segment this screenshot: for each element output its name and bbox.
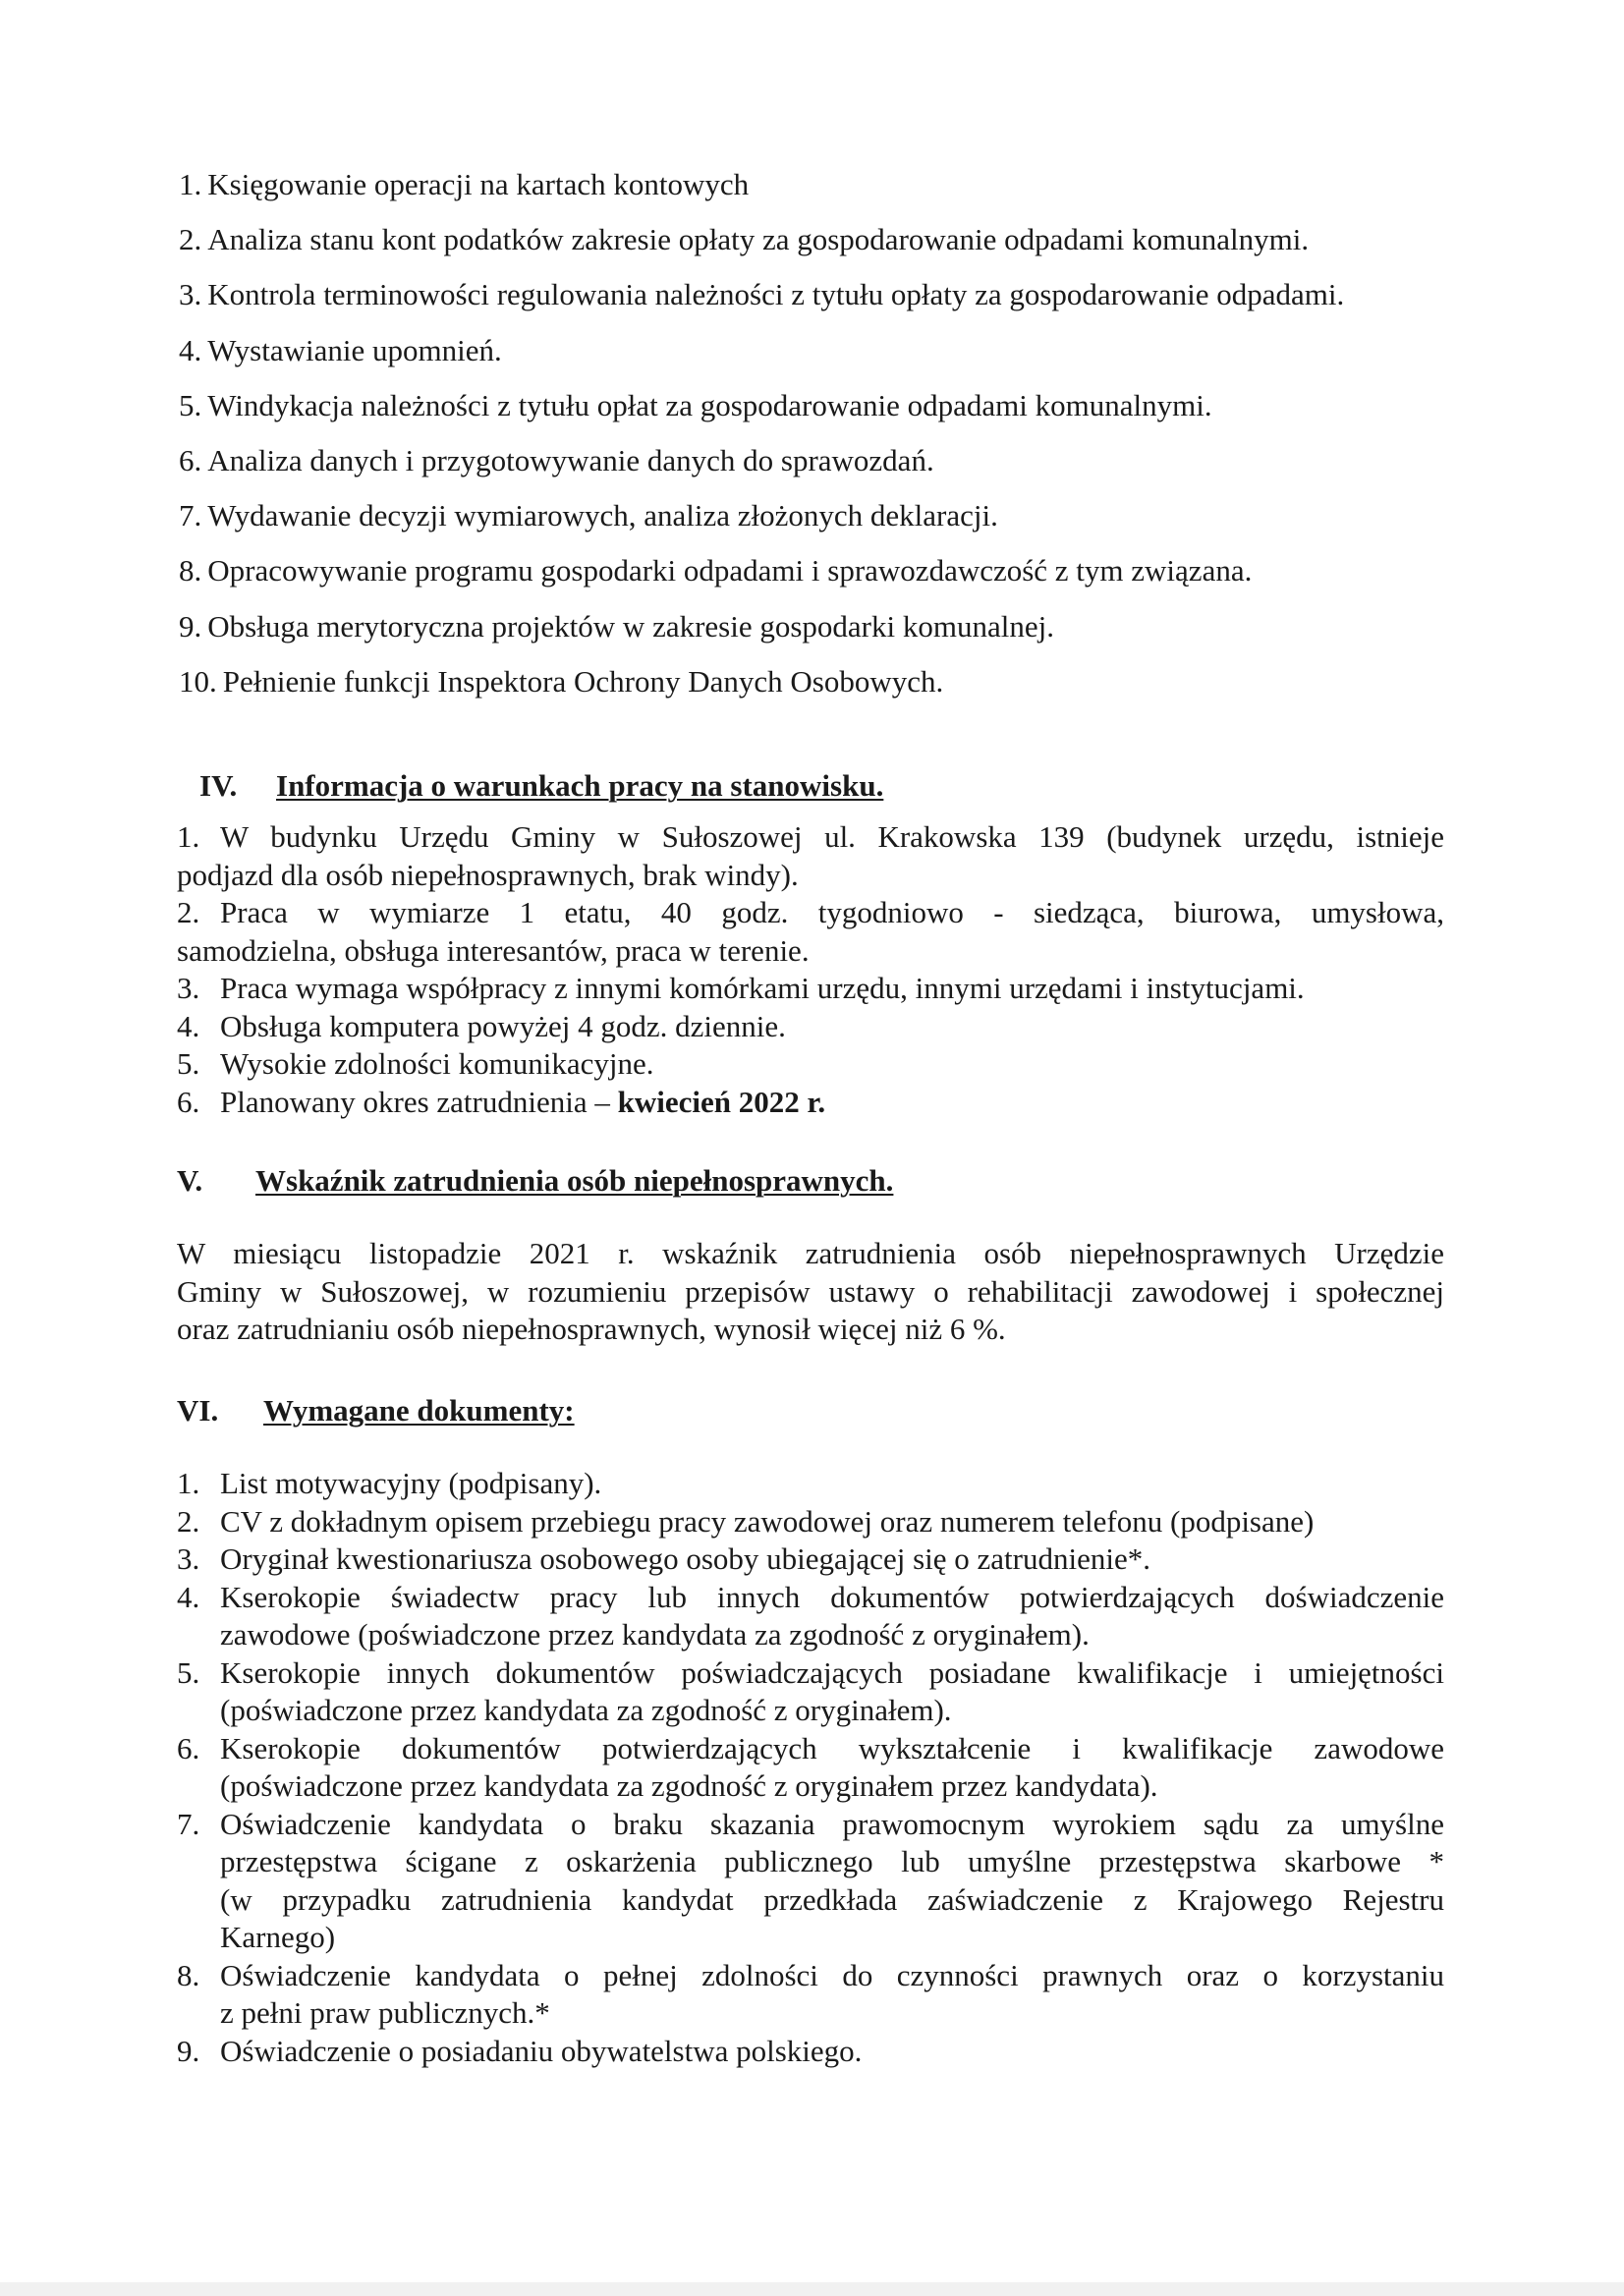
list-item: 5. Wysokie zdolności komunikacyjne. [177,1046,654,1081]
list-item: 6. Analiza danych i przygotowywanie danych do sprawozdań. [179,442,934,477]
list-item: 4. Obsługa komputera powyżej 4 godz. dziennie. [177,1008,786,1043]
list-item: 4. Wystawianie upomnień. [179,332,502,367]
list-item: 4. Kserokopie świadectw pracy lub innych dokumentów potwierdzających doświadczenie zawodowe (poświadczone przez kandydata za zgodność z oryginałem). [177,1579,1444,1652]
list-item: 3. Praca wymaga współpracy z innymi komórkami urzędu, innymi urzędami i instytucjami. [177,971,1305,1005]
list-item: 10. Pełnienie funkcji Inspektora Ochrony Danych Osobowych. [179,663,944,699]
list-item: 9. Oświadczenie o posiadaniu obywatelstwa polskiego. [177,2033,863,2068]
list-item: 1. List motywacyjny (podpisany). [177,1466,602,1500]
list-item: 5. Windykacja należności z tytułu opłat za gospodarowanie odpadami komunalnymi. [179,387,1212,422]
list-item: 2. CV z dokładnym opisem przebiegu pracy zawodowej oraz numerem telefonu (podpisane) [177,1503,1315,1539]
list-item: 6. Kserokopie dokumentów potwierdzających wykształcenie i kwalifikacje zawodowe (poświadczone przez kandydata za zgodność z oryginałem przez kandydata). [177,1730,1444,1803]
list-item: 6. Planowany okres zatrudnienia – kwiecień 2022 r. [177,1084,826,1119]
list-item: 3. Kontrola terminowości regulowania należności z tytułu opłaty za gospodarowanie odpadami. [179,277,1345,312]
list-item: 9. Obsługa merytoryczna projektów w zakresie gospodarki komunalnej. [179,608,1054,644]
section-heading-iv: IV. Informacja o warunkach pracy na stanowisku. [199,768,884,803]
required-documents-list [177,1465,1444,2070]
employment-date: kwiecień 2022 r. [617,1084,826,1119]
list-item: 8. Opracowywanie programu gospodarki odpadami i sprawozdawczość z tym związana. [179,553,1253,588]
scan-edge [0,2282,1624,2296]
section-heading-v: V. Wskaźnik zatrudnienia osób niepełnosprawnych. [177,1163,894,1198]
list-item: 2. Praca w wymiarze 1 etatu, 40 godz. tygodniowo - siedząca, biurowa, umysłowa, [177,895,1444,929]
list-item: 1. W budynku Urzędu Gminy w Sułoszowej ul. Krakowska 139 (budynek urzędu, istnieje [177,819,1444,854]
list-item: 7. Wydawanie decyzji wymiarowych, analiza złożonych deklaracji. [179,498,998,533]
list-item: 3. Oryginał kwestionariusza osobowego osoby ubiegającej się o zatrudnienie*. [177,1541,1150,1576]
employment-rate-paragraph: W miesiącu listopadzie 2021 r. wskaźnik zatrudnienia osób niepełnosprawnych Urzędzie Gminy w Sułoszowej, w rozumieniu przepisów ustawy o rehabilitacji zawodowej i społecznej oraz zatrudnianiu osób niepełnosprawnych, wynosił więcej niż 6 %. [177,1236,1444,1346]
list-item: 2. Analiza stanu kont podatków zakresie opłaty za gospodarowanie odpadami komunalnymi. [179,222,1310,257]
list-item-continuation: samodzielna, obsługa interesantów, praca w terenie. [177,932,810,968]
section-heading-vi: VI. Wymagane dokumenty: [177,1393,575,1428]
duties-list [179,165,1456,717]
list-item-continuation: podjazd dla osób niepełnosprawnych, brak windy). [177,857,799,892]
work-conditions-list [177,818,1444,1121]
list-item: 1. Księgowanie operacji na kartach kontowych [179,167,750,201]
list-item: 7. Oświadczenie kandydata o braku skazania prawomocnym wyrokiem sądu za umyślne przestępstwa ścigane z oskarżenia publicznego lub umyślne przestępstwa skarbowe * (w przypadku zatrudnienia kandydat przedkłada zaświadczenie z Krajowego Rejestru Karnego) [177,1806,1444,1954]
list-item: 8. Oświadczenie kandydata o pełnej zdolności do czynności prawnych oraz o korzystaniu z pełni praw publicznych.* [177,1957,1444,2030]
list-item: 5. Kserokopie innych dokumentów poświadczających posiadane kwalifikacje i umiejętności (poświadczone przez kandydata za zgodność z oryginałem). [177,1654,1444,1727]
